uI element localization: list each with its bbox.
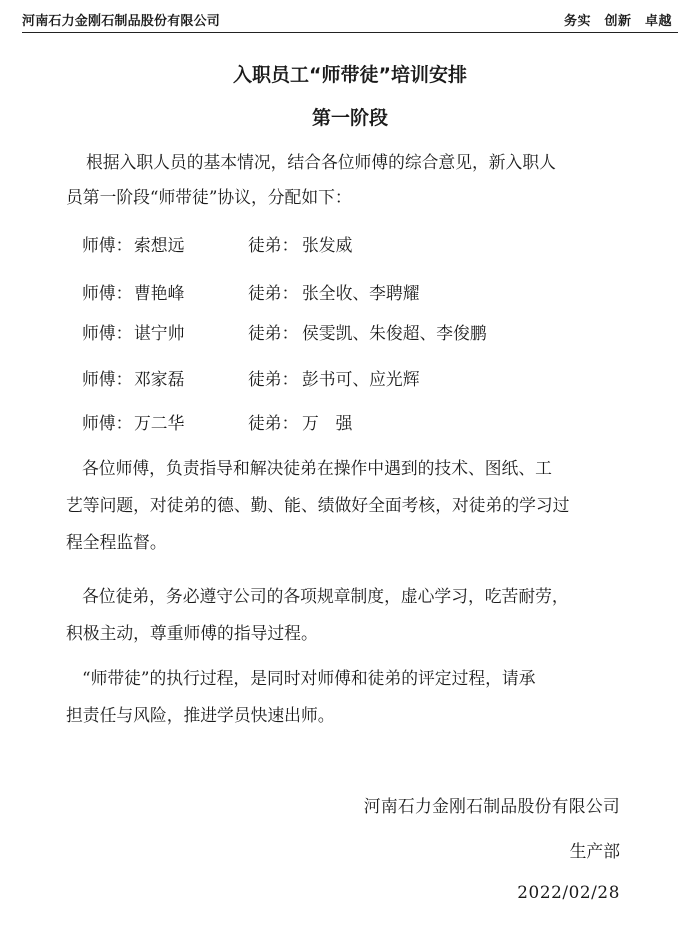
assignment-row bbox=[82, 278, 419, 308]
letterhead-slogan: 务实 创新 卓越 bbox=[563, 14, 672, 29]
paragraph-line: 担责任与风险，推进学员快速出师。 bbox=[66, 705, 335, 725]
paragraph-line: 程全程监督。 bbox=[66, 532, 167, 552]
apprentice-names: 侯雯凯、朱俊超、李俊鹏 bbox=[302, 323, 487, 343]
master-name: 曹艳峰 bbox=[134, 283, 185, 303]
intro-line-1: 根据入职人员的基本情况，结合各位师傅的综合意见，新入职人 bbox=[86, 152, 556, 172]
master-label: 师傅： bbox=[82, 235, 133, 255]
document-subtitle: 第一阶段 bbox=[311, 107, 388, 129]
apprentice-names: 张全收、李聘耀 bbox=[302, 283, 420, 303]
evaluation-paragraph bbox=[66, 660, 640, 734]
document-title: 入职员工“师带徒”培训安排 bbox=[233, 64, 467, 86]
assignment-row bbox=[82, 230, 352, 260]
apprentice-names: 万 强 bbox=[302, 413, 353, 433]
master-label: 师傅： bbox=[82, 283, 133, 303]
master-name: 索想远 bbox=[134, 235, 185, 255]
apprentice-names: 张发威 bbox=[302, 235, 353, 255]
master-name: 万二华 bbox=[134, 413, 185, 433]
apprentice-label: 徒弟： bbox=[248, 323, 299, 343]
masters-duties-paragraph bbox=[66, 450, 640, 561]
paragraph-line: 各位师傅，负责指导和解决徒弟在操作中遇到的技术、图纸、工 bbox=[82, 458, 552, 478]
paragraph-line: 艺等问题，对徒弟的德、勤、能、绩做好全面考核，对徒弟的学习过 bbox=[66, 495, 570, 515]
signature-department: 生产部 bbox=[569, 841, 620, 861]
paragraph-line: 积极主动，尊重师傅的指导过程。 bbox=[66, 623, 318, 643]
paragraph-line: “师带徒”的执行过程，是同时对师傅和徒弟的评定过程，请承 bbox=[82, 668, 536, 688]
master-label: 师傅： bbox=[82, 323, 133, 343]
letterhead-company: 河南石力金刚石制品股份有限公司 bbox=[22, 14, 221, 29]
master-name: 邓家磊 bbox=[134, 369, 185, 389]
master-label: 师傅： bbox=[82, 369, 133, 389]
assignment-row bbox=[82, 408, 352, 438]
signature-company: 河南石力金刚石制品股份有限公司 bbox=[363, 796, 620, 816]
apprentice-names: 彭书可、应光辉 bbox=[302, 369, 420, 389]
paragraph-line: 各位徒弟，务必遵守公司的各项规章制度，虚心学习，吃苦耐劳， bbox=[82, 586, 569, 606]
master-label: 师傅： bbox=[82, 413, 133, 433]
apprentice-label: 徒弟： bbox=[248, 283, 299, 303]
intro-line-2: 员第一阶段“师带徒”协议，分配如下： bbox=[66, 187, 352, 207]
signature-date: 2022/02/28 bbox=[517, 882, 620, 902]
master-name: 谌宁帅 bbox=[134, 323, 185, 343]
apprentice-label: 徒弟： bbox=[248, 235, 299, 255]
assignment-row bbox=[82, 318, 487, 348]
apprentices-duties-paragraph bbox=[66, 578, 640, 652]
apprentice-label: 徒弟： bbox=[248, 413, 299, 433]
assignment-row bbox=[82, 364, 419, 394]
letterhead bbox=[22, 8, 678, 33]
intro-paragraph bbox=[66, 145, 648, 215]
apprentice-label: 徒弟： bbox=[248, 369, 299, 389]
